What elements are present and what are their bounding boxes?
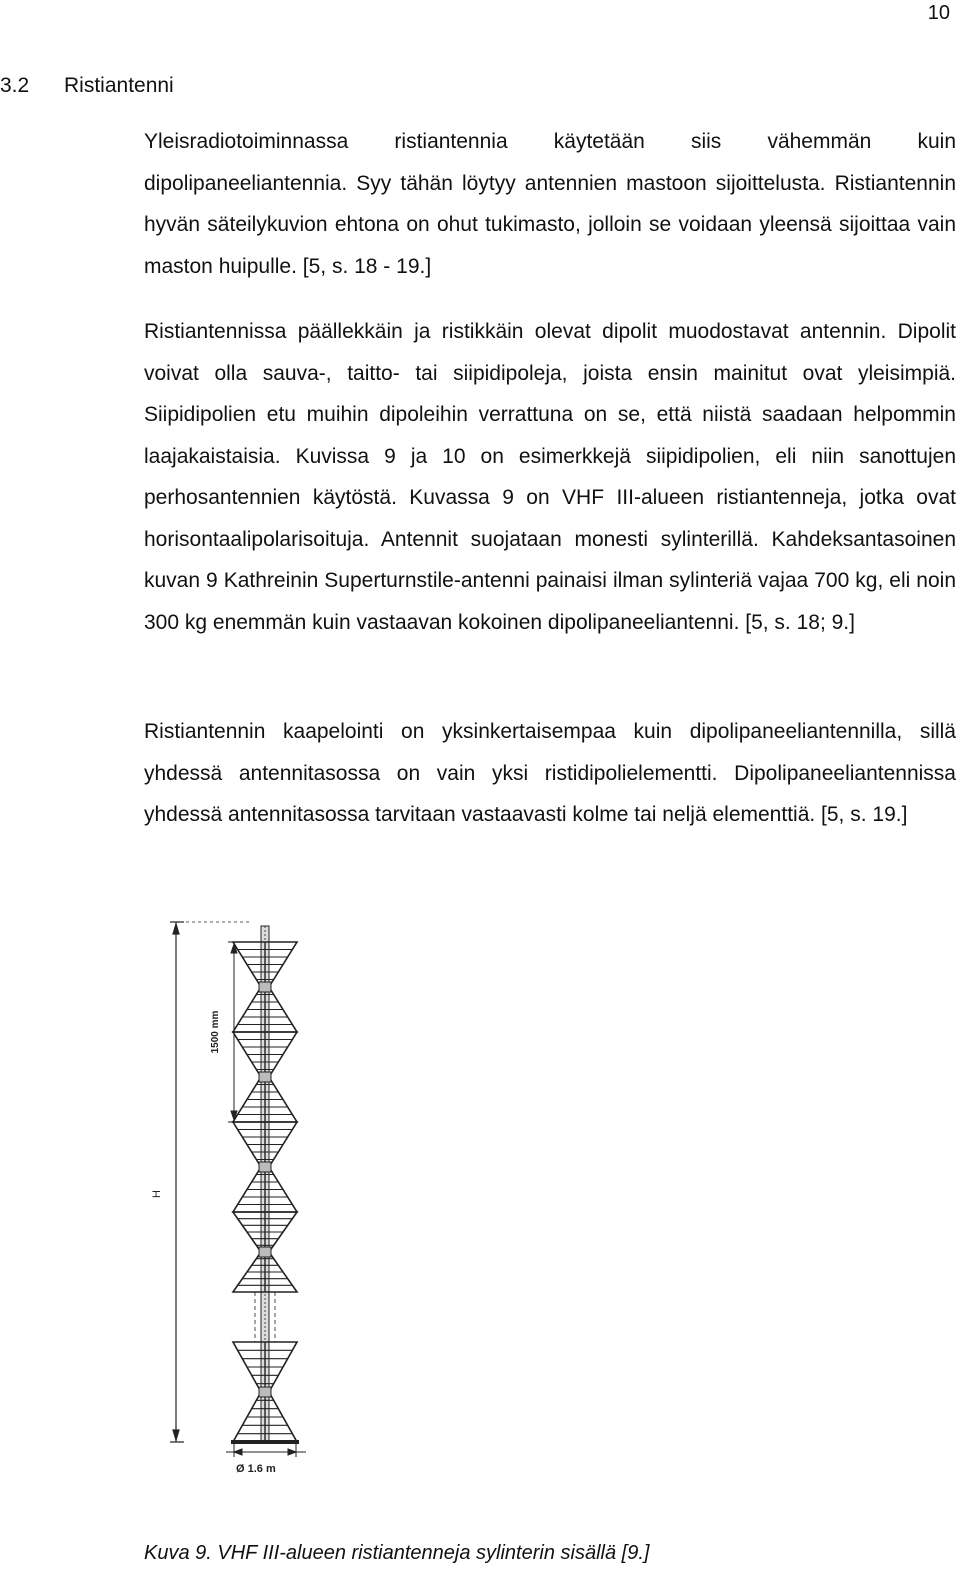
spacing-label: 1500 mm	[210, 1010, 221, 1054]
diameter-dimension	[226, 1442, 306, 1457]
page-number: 10	[927, 2, 950, 24]
figure-caption: Kuva 9. VHF III-alueen ristiantenneja sylinterin sisällä [9.]	[144, 1542, 650, 1564]
paragraph-cabling: Ristiantennin kaapelointi on yksinkertaisempaa kuin dipolipaneeliantennilla, sillä yhdessä antennitasossa on vain yksi ristidipolielementti. Dipolipaneeliantennissa yhdessä antennitasossa tarvitaan vastaavasti kolme tai neljä elementtiä. [5, s. 19.]	[144, 720, 956, 826]
feed-block	[259, 1387, 271, 1397]
antenna-stack	[231, 926, 299, 1444]
feed-block	[259, 982, 271, 992]
paragraph-dipoles: Ristiantennissa päällekkäin ja ristikkäin olevat dipolit muodostavat antennin. Dipolit voivat olla sauva-, taitto- tai siipidipoleja, joista ensin mainitut ovat yleisimpiä. Siipidipolien etu muihin dipoleihin verrattuna on se, että niistä saadaan helpommin laajakaistaisia. Kuvissa 9 ja 10 on esimerkkejä siipidipolien, eli niin sanottujen perhosantennien käytöstä. Kuvassa 9 on VHF III-alueen ristiantenneja, jotka ovat horisontaalipolarisoituja. Antennit suojataan monesti sylinterillä. Kahdeksantasoinen kuvan 9 Kathreinin Superturnstile-antenni painaisi ilman sylinteriä vajaa 700 kg, eli noin 300 kg enemmän kuin vastaavan kokoinen dipolipaneeliantenni. [5, s. 18; 9.]	[144, 320, 956, 634]
feed-block	[259, 1162, 271, 1172]
base-plate	[231, 1440, 299, 1444]
antenna-figure	[130, 912, 330, 1492]
antenna-drawing	[130, 912, 330, 1492]
feed-block	[259, 1247, 271, 1257]
feed-block	[259, 1072, 271, 1082]
height-dimension	[170, 922, 250, 1442]
section-title: Ristiantenni	[64, 74, 174, 97]
diameter-label: Ø 1.6 m	[236, 1463, 276, 1475]
height-label: H	[151, 1190, 163, 1198]
paragraph-intro: Yleisradiotoiminnassa ristiantennia käytetään siis vähemmän kuin dipolipaneeliantennia. Syy tähän löytyy antennien mastoon sijoittelusta. Ristiantennin hyvän säteilykuvion ehtona on ohut tukimasto, jolloin se voidaan yleensä sijoittaa vain maston huipulle. [5, s. 18 - 19.]	[144, 130, 956, 278]
section-number: 3.2	[0, 74, 30, 97]
